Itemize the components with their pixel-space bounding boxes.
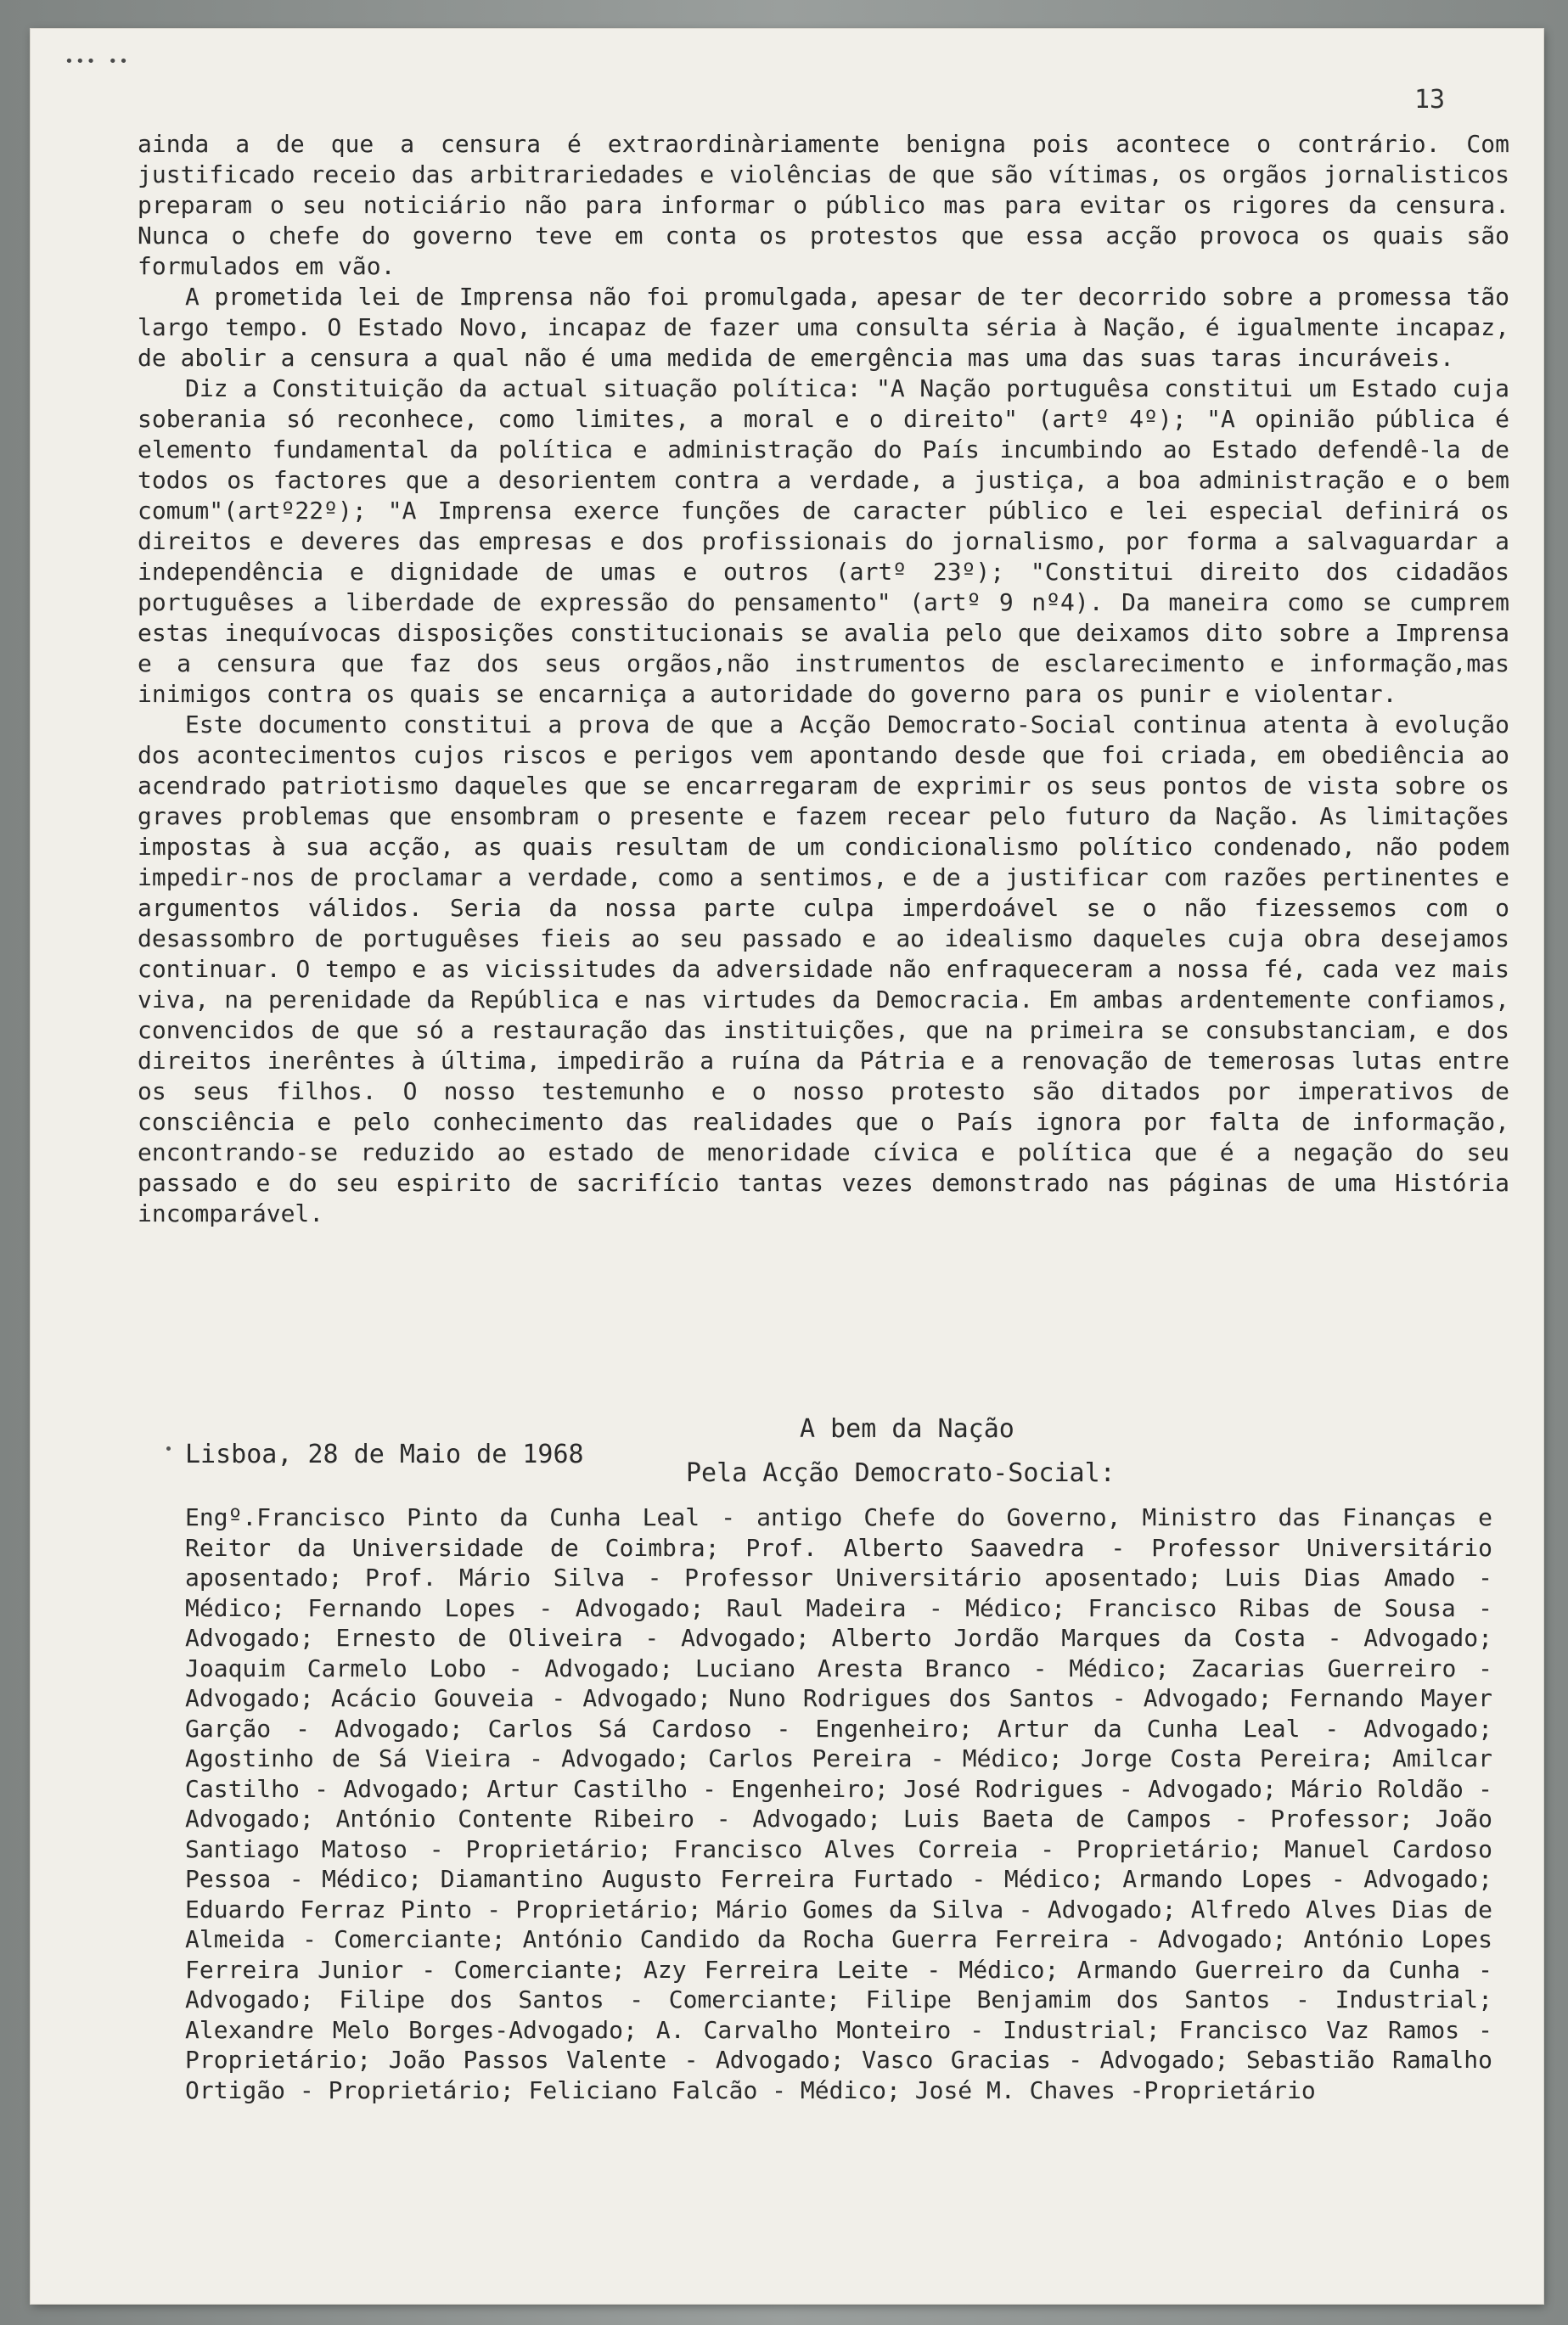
corner-mark: ••• •• (65, 53, 131, 70)
closing-salutation: A bem da Nação (800, 1414, 1014, 1444)
page-number: 13 (1414, 85, 1446, 115)
place-date: Lisboa, 28 de Maio de 1968 (185, 1440, 584, 1469)
body-text (138, 129, 1509, 1229)
margin-dot (166, 1446, 171, 1451)
paragraph-1: ainda a de que a censura é extraordinàriamente benigna pois acontece o contrário. Com justificado receio das arbitrariedades e violências de que são vítimas, os orgãos jornalisticos preparam o seu noticiário não para informar o público mas para evitar os rigores da censura. Nunca o chefe do governo teve em conta os protestos que essa acção provoca os quais são formulados em vão. (138, 130, 1509, 280)
paragraph-3: Diz a Constituição da actual situação política: "A Nação portuguêsa constitui um Estado cuja soberania só reconhece, como limites, a moral e o direito" (artº 4º); "A opinião pública é elemento fundamental da política e administração do País incumbindo ao Estado defendê-la de todos os factores que a desorientem contra a verdade, a justiça, a boa administração e o bem comum"(artº22º); "A Imprensa exerce funções de caracter público e lei especial definirá os direitos e deveres das empresas e dos profissionais do jornalismo, por forma a salvaguardar a independência e dignidade de umas e outros (artº 23º); "Constitui direito dos cidadãos portuguêses a liberdade de expressão do pensamento" (artº 9 nº4). Da maneira como se cumprem estas inequívocas disposições constitucionais se avalia pelo que deixamos dito sobre a Imprensa e a censura que faz dos seus orgãos,não instrumentos de esclarecimento e informação,mas inimigos contra os quais se encarniça a autoridade do governo para os punir e violentar. (138, 374, 1509, 708)
signing-organization: Pela Acção Democrato-Social: (686, 1458, 1116, 1488)
paragraph-2: A prometida lei de Imprensa não foi promulgada, apesar de ter decorrido sobre a promessa tão largo tempo. O Estado Novo, incapaz de fazer uma consulta séria à Nação, é igualmente incapaz, de abolir a censura a qual não é uma medida de emergência mas uma das suas taras incuráveis. (138, 283, 1509, 372)
paragraph-4: Este documento constitui a prova de que a Acção Democrato-Social continua atenta à evolução dos acontecimentos cujos riscos e perigos vem apontando desde que foi criada, em obediência ao acendrado patriotismo daqueles que se encarregaram de exprimir os seus pontos de vista sobre os graves problemas que ensombram o presente e fazem recear pelo futuro da Nação. As limitações impostas à sua acção, as quais resultam de um condicionalismo político condenado, não podem impedir-nos de proclamar a verdade, como a sentimos, e de a justificar com razões pertinentes e argumentos válidos. Seria da nossa parte culpa imperdoável se o não fizessemos com o desassombro de portuguêses fieis ao seu passado e ao idealismo daqueles cuja obra desejamos continuar. O tempo e as vicissitudes da adversidade não enfraqueceram a nossa fé, cada vez mais viva, na perenidade da República e nas virtudes da Democracia. Em ambas ardentemente confiamos, convencidos de que só a restauração das instituições, que na primeira se consubstanciam, e dos direitos inerêntes à última, impedirão a ruína da Pátria e a renovação de temerosas lutas entre os seus filhos. O nosso testemunho e o nosso protesto são ditados por imperativos de consciência e pelo conhecimento das realidades que o País ignora por falta de informação, encontrando-se reduzido ao estado de menoridade cívica e política que é a negação do seu passado e do seu espirito de sacrifício tantas vezes demonstrado nas páginas de uma História incomparável. (138, 710, 1509, 1227)
signatories-list: Engº.Francisco Pinto da Cunha Leal - antigo Chefe do Governo, Ministro das Finanças e Reitor da Universidade de Coimbra; Prof. Alberto Saavedra - Professor Universitário aposentado; Prof. Mário Silva - Professor Universitário aposentado; Luis Dias Amado - Médico; Fernando Lopes - Advogado; Raul Madeira - Médico; Francisco Ribas de Sousa - Advogado; Ernesto de Oliveira - Advogado; Alberto Jordão Marques da Costa - Advogado; Joaquim Carmelo Lobo - Advogado; Luciano Aresta Branco - Médico; Zacarias Guerreiro - Advogado; Acácio Gouveia - Advogado; Nuno Rodrigues dos Santos - Advogado; Fernando Mayer Garção - Advogado; Carlos Sá Cardoso - Engenheiro; Artur da Cunha Leal - Advogado; Agostinho de Sá Vieira - Advogado; Carlos Pereira - Médico; Jorge Costa Pereira; Amilcar Castilho - Advogado; Artur Castilho - Engenheiro; José Rodrigues - Advogado; Mário Roldão - Advogado; António Contente Ribeiro - Advogado; Luis Baeta de Campos - Professor; João Santiago Matoso - Proprietário; Francisco Alves Correia - Proprietário; Manuel Cardoso Pessoa - Médico; Diamantino Augusto Ferreira Furtado - Médico; Armando Lopes - Advogado; Eduardo Ferraz Pinto - Proprietário; Mário Gomes da Silva - Advogado; Alfredo Alves Dias de Almeida - Comerciante; António Candido da Rocha Guerra Ferreira - Advogado; António Lopes Ferreira Junior - Comerciante; Azy Ferreira Leite - Médico; Armando Guerreiro da Cunha - Advogado; Filipe dos Santos - Comerciante; Filipe Benjamim dos Santos - Industrial; Alexandre Melo Borges-Advogado; A. Carvalho Monteiro - Industrial; Francisco Vaz Ramos - Proprietário; João Passos Valente - Advogado; Vasco Gracias - Advogado; Sebastião Ramalho Ortigão - Proprietário; Feliciano Falcão - Médico; José M. Chaves -Proprietário (185, 1503, 1492, 2104)
